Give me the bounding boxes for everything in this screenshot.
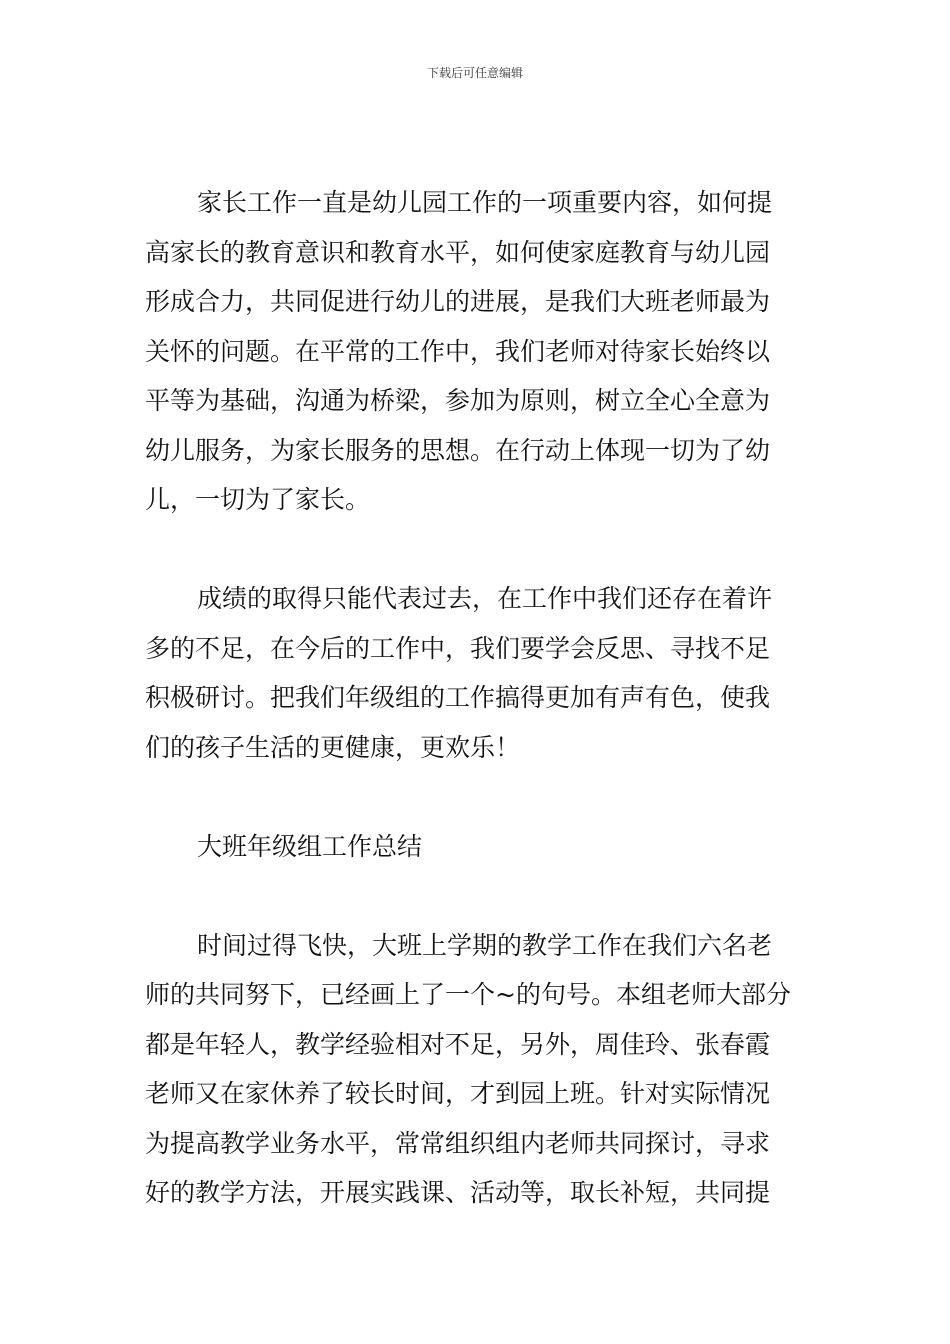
page-header: 下载后可任意编辑: [426, 66, 523, 80]
paragraph-line: 好的教学方法，开展实践课、活动等，取长补短，共同提: [145, 1178, 771, 1207]
paragraph-achievements: [145, 574, 807, 772]
paragraph-line: 幼儿服务，为家长服务的思想。在行动上体现一切为了幼: [145, 435, 771, 465]
paragraph-line: 老师又在家休养了较长时间，才到园上班。针对实际情况: [145, 1079, 771, 1108]
document-body: [145, 178, 807, 1218]
paragraph-line: 形成合力，共同促进行幼儿的进展，是我们大班老师最为: [145, 287, 771, 316]
paragraph-line: 们的孩子生活的更健康，更欢乐！: [145, 732, 521, 762]
paragraph-line: 成绩的取得只能代表过去，在工作中我们还存在着许: [197, 584, 773, 613]
paragraph-line: 平等为基础，沟通为桥梁，参加为原则，树立全心全意为: [145, 386, 771, 415]
paragraph-line: 都是年轻人，教学经验相对不足，另外，周佳玲、张春霞: [145, 1029, 771, 1059]
paragraph-line: 积极研讨。把我们年级组的工作搞得更加有声有色，使我: [145, 683, 771, 712]
paragraph-line: 儿，一切为了家长。: [145, 485, 371, 514]
paragraph-line: 高家长的教育意识和教育水平，如何使家庭教育与幼儿园: [145, 237, 771, 267]
paragraph-line: 时间过得飞快，大班上学期的教学工作在我们六名老: [197, 930, 773, 960]
paragraph-line: 多的不足，在今后的工作中，我们要学会反思、寻找不足: [145, 633, 771, 663]
paragraph-semester-summary: [145, 921, 807, 1218]
section-title: 大班年级组工作总结: [197, 831, 423, 861]
paragraph-gap: [145, 772, 807, 822]
paragraph-line: 关怀的问题。在平常的工作中，我们老师对待家长始终以: [145, 336, 771, 366]
paragraph-line: 家长工作一直是幼儿园工作的一项重要内容，如何提: [197, 188, 773, 217]
paragraph-line: 为提高教学业务水平，常常组织组内老师共同探讨，寻求: [145, 1128, 771, 1158]
paragraph-line: 师的共同努下，已经画上了一个~的句号。本组老师大部分: [145, 980, 791, 1009]
paragraph-gap: [145, 525, 807, 575]
paragraph-gap: [145, 871, 807, 921]
paragraph-parent-work: [145, 178, 807, 525]
